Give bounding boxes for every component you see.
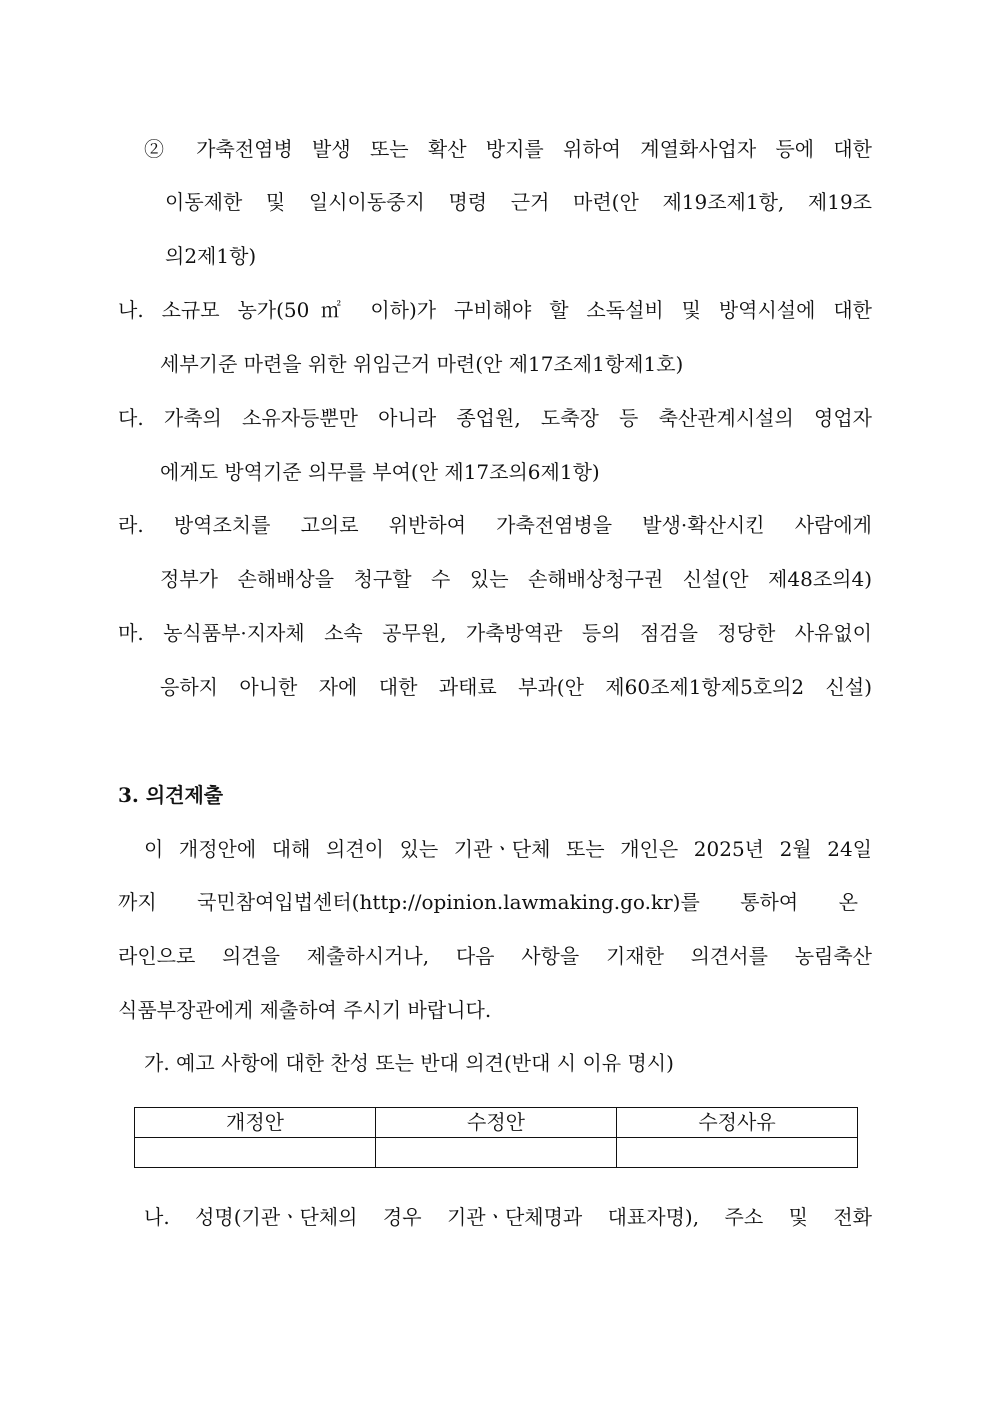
item-ga-opinion: 가. 예고 사항에 대한 찬성 또는 반대 의견(반대 시 이유 명시) <box>144 1051 674 1075</box>
item-da-line-2: 에게도 방역기준 의무를 부여(안 제17조의6제1항) <box>160 460 600 484</box>
item-2-circled-line-1: ② 가축전염병 발생 또는 확산 방지를 위하여 계열화사업자 등에 대한 <box>144 137 872 161</box>
item-2-circled-line-3: 의2제1항) <box>165 244 257 268</box>
item-2-circled-line-2: 이동제한 및 일시이동중지 명령 근거 마련(안 제19조제1항, 제19조 <box>165 190 872 214</box>
opinion-table <box>134 1107 858 1168</box>
table-cell-revised[interactable] <box>376 1138 617 1168</box>
item-ra-line-2: 정부가 손해배상을 청구할 수 있는 손해배상청구권 신설(안 제48조의4) <box>160 567 872 591</box>
section-3-para-line-4: 식품부장관에게 제출하여 주시기 바랍니다. <box>118 998 492 1022</box>
section-3-heading: 3. 의견제출 <box>118 783 224 807</box>
item-na-contact: 나. 성명(기관ㆍ단체의 경우 기관ㆍ단체명과 대표자명), 주소 및 전화 <box>144 1205 872 1229</box>
section-3-para-line-1: 이 개정안에 대해 의견이 있는 기관ㆍ단체 또는 개인은 2025년 2월 24일 <box>144 837 872 861</box>
section-3-para-line-2: 까지 국민참여입법센터(http://opinion.lawmaking.go.kr)를 통하여 온 <box>118 890 858 914</box>
item-da-line-1: 다. 가축의 소유자등뿐만 아니라 종업원, 도축장 등 축산관계시설의 영업자 <box>118 406 872 430</box>
table-cell-current[interactable] <box>135 1138 376 1168</box>
table-row <box>135 1138 858 1168</box>
item-na-line-2: 세부기준 마련을 위한 위임근거 마련(안 제17조제1항제1호) <box>160 352 684 376</box>
table-header-current: 개정안 <box>135 1108 376 1138</box>
item-ra-line-1: 라. 방역조치를 고의로 위반하여 가축전염병을 발생·확산시킨 사람에게 <box>118 513 872 537</box>
item-ma-line-2: 응하지 아니한 자에 대한 과태료 부과(안 제60조제1항제5호의2 신설) <box>160 675 872 699</box>
item-na-line-1: 나. 소규모 농가(50㎡ 이하)가 구비해야 할 소독설비 및 방역시설에 대한 <box>118 298 872 322</box>
table-header-row <box>135 1108 858 1138</box>
section-3-para-line-3: 라인으로 의견을 제출하시거나, 다음 사항을 기재한 의견서를 농림축산 <box>118 944 872 968</box>
table-cell-reason[interactable] <box>617 1138 858 1168</box>
table-header-revised: 수정안 <box>376 1108 617 1138</box>
table-header-reason: 수정사유 <box>617 1108 858 1138</box>
item-ma-line-1: 마. 농식품부·지자체 소속 공무원, 가축방역관 등의 점검을 정당한 사유없이 <box>118 621 872 645</box>
